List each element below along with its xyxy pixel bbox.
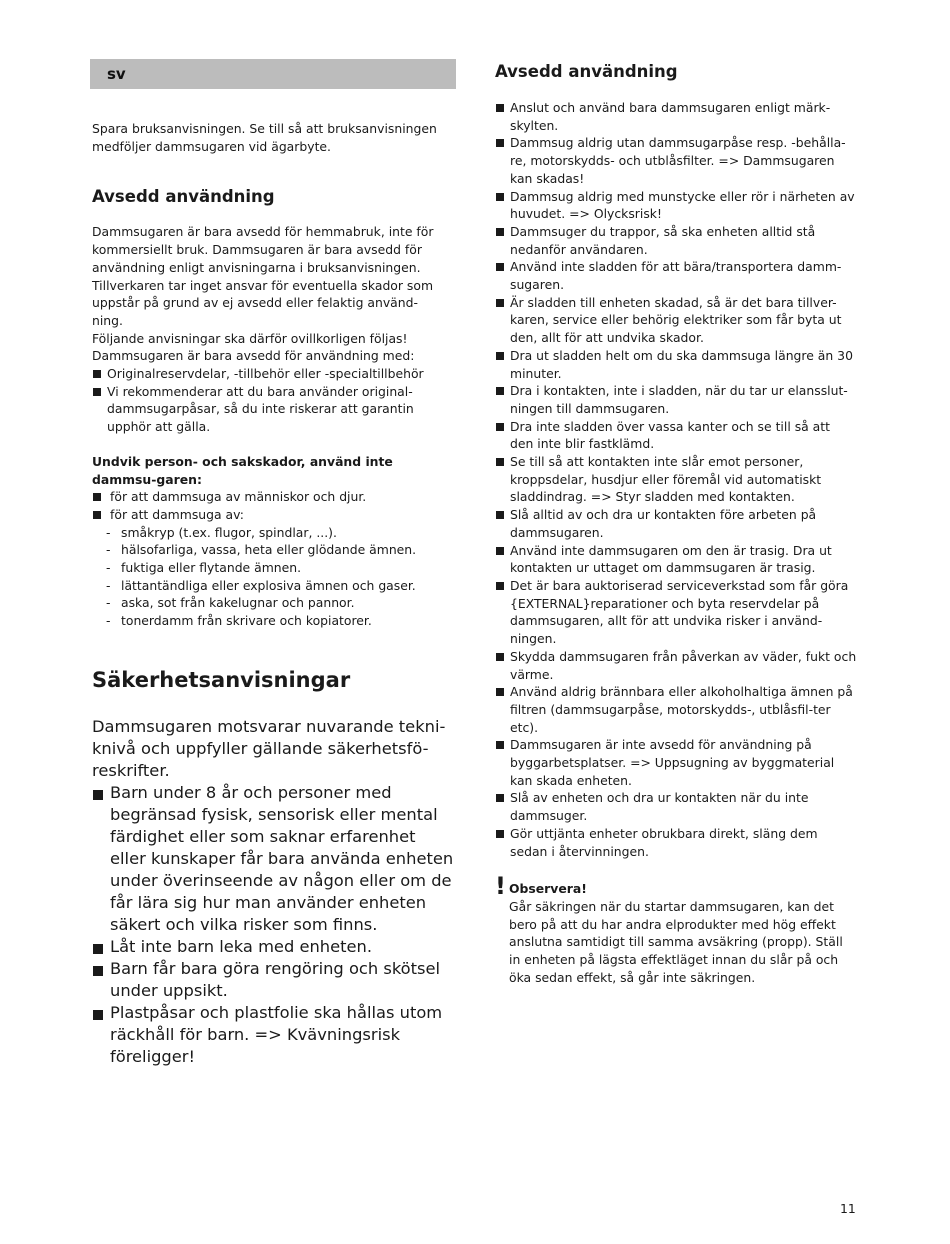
list-item: Dra inte sladden över vassa kanter och se till så att den inte blir fastklämd. — [495, 418, 857, 453]
intended-use-body — [92, 223, 462, 365]
list-item: Plastpåsar och plastfolie ska hållas utom räckhåll för barn. => Kvävningsrisk föreligger! — [92, 1002, 454, 1068]
list-item: för att dammsuga av: — [92, 506, 462, 524]
body-line: Följande anvisningar ska därför ovillkorligen följas! — [92, 330, 408, 346]
list-item: Dammsugaren är inte avsedd för användning på byggarbetsplatser. => Uppsugning av byggmaterial kan skada enheten. — [495, 736, 857, 789]
list-item: Barn får bara göra rengöring och skötsel under uppsikt. — [92, 958, 454, 1002]
safety-intro: Dammsugaren motsvarar nuvarande tekni-knivå och uppfyller gällande säkerhetsfö-reskrifter. — [92, 716, 446, 780]
body-line: uppstår på grund av ej avsedd eller felaktig använd- — [92, 295, 418, 311]
list-item: - tonerdamm från skrivare och kopiatorer. — [92, 612, 462, 630]
list-item: Är sladden till enheten skadad, så är det bara tillver-karen, service eller behörig elektriker som får byta ut den, allt för att undvika skador. — [495, 294, 857, 347]
list-item: Barn under 8 år och personer med begränsad fysisk, sensorisk eller mental färdighet eller som saknar erfarenhet eller kunskaper får bara använda enheten under överinseende av någon eller om de får lära sig hur man använder enheten säkert och vilka risker som finns. — [92, 782, 454, 936]
list-item: Använd aldrig brännbara eller alkoholhaltiga ämnen på filtren (dammsugarpåse, motorskydds-, utblåsfil-ter etc). — [495, 683, 857, 736]
note-body: Går säkringen när du startar dammsugaren, kan det bero på att du har andra elprodukter med hög effekt anslutna samtidigt till samma avsäkring (propp). Ställ in enheten på lägsta effektläget innan du slår på och öka sedan effekt, så går inte säkringen. — [509, 898, 843, 985]
intended-use-list — [92, 365, 444, 436]
right-column — [495, 62, 865, 986]
safety-heading: Säkerhetsanvisningar — [92, 667, 351, 692]
body-line: användning enligt anvisningarna i bruksanvisningen. — [92, 259, 421, 275]
note-title: Observera! — [509, 881, 587, 897]
body-line: Tillverkaren tar inget ansvar för eventuella skador som — [92, 277, 434, 293]
language-tab — [90, 59, 456, 89]
intro-text: Spara bruksanvisningen. Se till så att bruksanvisningen medföljer dammsugaren vid ägarbyte. — [92, 121, 437, 154]
list-item: Dammsug aldrig utan dammsugarpåse resp. -behålla-re, motorskydds- och utblåsfilter. => Dammsugaren kan skadas! — [495, 134, 857, 187]
list-item: Det är bara auktoriserad serviceverkstad som får göra {EXTERNAL}reparationer och byta reservdelar på dammsugaren, allt för att undvika risker i använd-ningen. — [495, 577, 857, 648]
list-item: Anslut och använd bara dammsugaren enligt märk-skylten. — [495, 99, 857, 134]
body-line: ning. — [92, 312, 123, 328]
list-item: - aska, sot från kakelugnar och pannor. — [92, 594, 462, 612]
list-item: Dra ut sladden helt om du ska dammsuga längre än 30 minuter. — [495, 347, 857, 382]
list-item: Använd inte dammsugaren om den är trasig. Dra ut kontakten ur uttaget om dammsugaren är trasig. — [495, 542, 857, 577]
list-item: Låt inte barn leka med enheten. — [92, 936, 454, 958]
language-code: sv — [107, 65, 126, 83]
list-item: Skydda dammsugaren från påverkan av väder, fukt och värme. — [495, 648, 857, 683]
left-column — [92, 120, 462, 1068]
list-item: Slå alltid av och dra ur kontakten före arbeten på dammsugaren. — [495, 506, 857, 541]
list-item: Dammsuger du trappor, så ska enheten alltid stå nedanför användaren. — [495, 223, 857, 258]
list-item: - fuktiga eller flytande ämnen. — [92, 559, 462, 577]
intended-use-heading-right: Avsedd användning — [495, 62, 678, 81]
safety-list — [92, 782, 454, 1068]
list-item: - lättantändliga eller explosiva ämnen och gaser. — [92, 577, 462, 595]
avoid-sublist — [92, 524, 462, 630]
list-item: Gör uttjänta enheter obrukbara direkt, släng dem sedan i återvinningen. — [495, 825, 857, 860]
page-number: 11 — [840, 1201, 856, 1216]
note-box — [495, 872, 857, 986]
avoid-list — [92, 488, 462, 523]
list-item: Se till så att kontakten inte slår emot personer, kroppsdelar, husdjur eller föremål vid automatiskt sladdindrag. => Styr sladden med kontakten. — [495, 453, 857, 506]
body-line: Dammsugaren är bara avsedd för hemmabruk, inte för — [92, 224, 434, 240]
body-line: Dammsugaren är bara avsedd för användning med: — [92, 348, 415, 364]
list-item: - hälsofarliga, vassa, heta eller glödande ämnen. — [92, 541, 462, 559]
intended-use-heading: Avsedd användning — [92, 187, 275, 207]
list-item: - småkryp (t.ex. flugor, spindlar, ...). — [92, 524, 462, 542]
safety-rules-list — [495, 99, 857, 860]
body-line: kommersiellt bruk. Dammsugaren är bara avsedd för — [92, 242, 422, 258]
list-item: Dra i kontakten, inte i sladden, när du tar ur elansslut-ningen till dammsugaren. — [495, 382, 857, 417]
exclamation-icon: ! — [495, 872, 506, 901]
list-item: för att dammsuga av människor och djur. — [92, 488, 462, 506]
list-item: Använd inte sladden för att bära/transportera damm-sugaren. — [495, 258, 857, 293]
list-item: Slå av enheten och dra ur kontakten när du inte dammsuger. — [495, 789, 857, 824]
safety-section — [92, 716, 454, 1068]
list-item: Originalreservdelar, -tillbehör eller -specialtillbehör — [92, 365, 444, 383]
list-item: Vi rekommenderar att du bara använder original-dammsugarpåsar, så du inte riskerar att garantin upphör att gälla. — [92, 383, 444, 436]
avoid-heading: Undvik person- och sakskador, använd inte dammsu-garen: — [92, 453, 393, 487]
list-item: Dammsug aldrig med munstycke eller rör i närheten av huvudet. => Olycksrisk! — [495, 188, 857, 223]
